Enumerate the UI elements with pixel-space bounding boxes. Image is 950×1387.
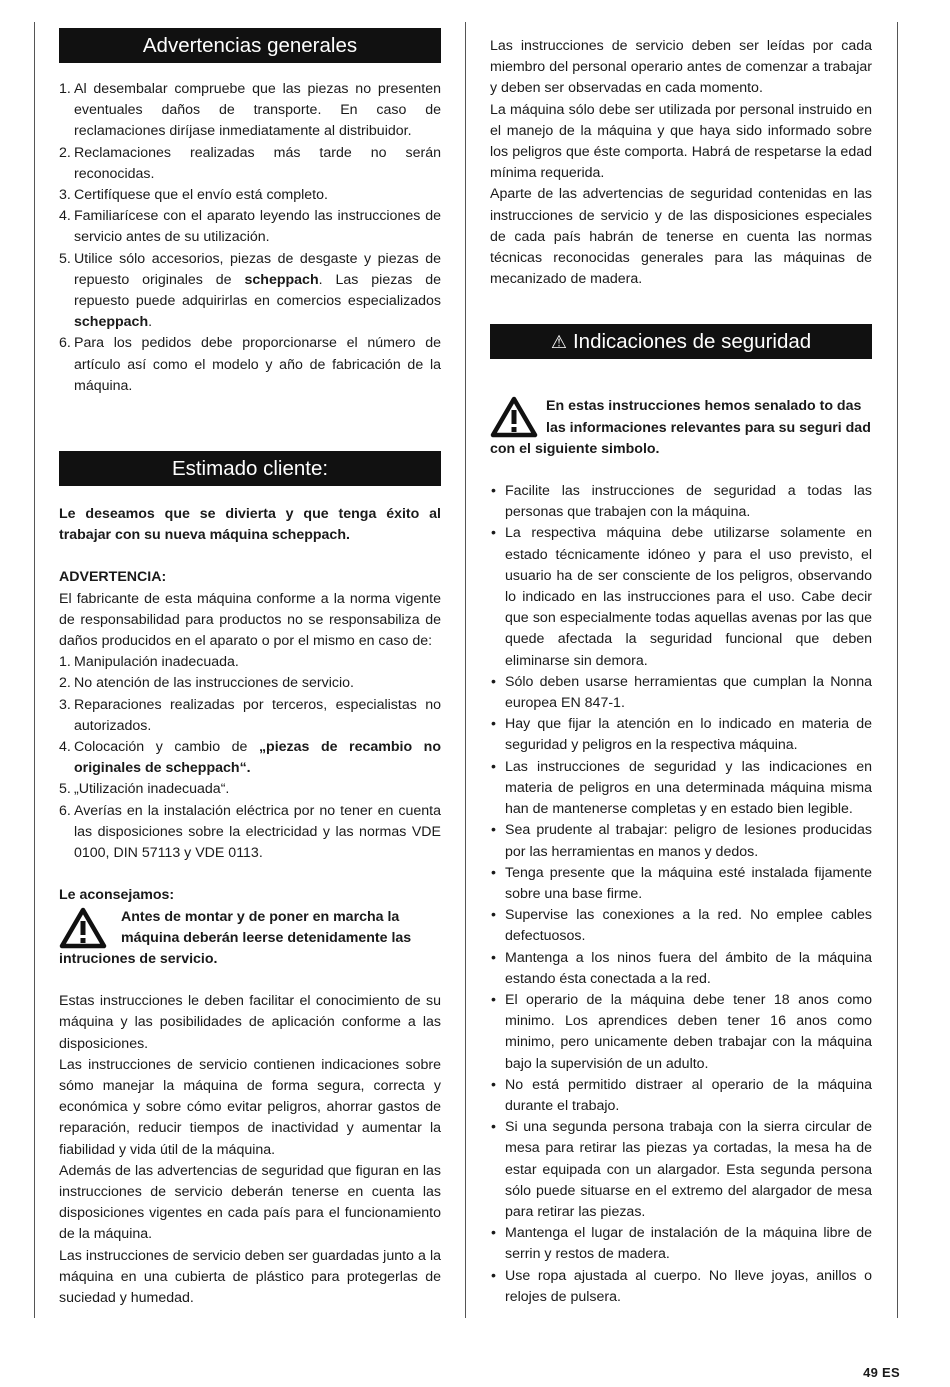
list-item: 1. Manipulación inadecuada.	[59, 654, 239, 671]
advice-warning-block	[59, 907, 441, 971]
list-item: 3. Certifíquese que el envío está completo.	[59, 187, 328, 204]
list-item: 4. Colocación y cambio de „piezas de recambio no originales de scheppach“.	[59, 739, 441, 777]
list-item: • Si una segunda persona trabaja con la sierra circular de mesa para retirar las piezas ya cortadas, la mesa ha de estar equipada con un alargador. Esta segunda persona sólo puede situarse en el extremo del alargador de mesa para retirar las piezas.	[491, 1119, 872, 1220]
list-item: • Mantenga el lugar de instalación de la máquina libre de serrin y restos de madera.	[491, 1225, 872, 1263]
paragraph: Las instrucciones de servicio contienen indicaciones sobre sómo manejar la máquina de forma segura, correcta y económica y sobre cómo evitar peligros, ahorrar gastos de reparación, reducir tiempos de inactividad y aumentar la fiabilidad y vida útil de la máquina.	[59, 1056, 441, 1158]
advice-warning-text: Antes de montar y de poner en marcha la máquina deberán leerse detenidamente las intruciones de servicio.	[59, 908, 412, 967]
heading-dear-customer: Estimado cliente:	[59, 451, 441, 486]
safety-bullet-list	[490, 481, 872, 1308]
advice-title: Le aconsejamos:	[59, 887, 175, 904]
symbol-note-text: En estas instrucciones hemos senalado to das las informaciones relevantes para su seguri dad con el siguiente simbolo.	[490, 398, 871, 457]
list-item: 2. Reclamaciones realizadas más tarde no serán reconocidas.	[59, 144, 441, 182]
list-item: • El operario de la máquina debe tener 18 anos como minimo. Los aprendices deben tener 16 anos como minimo, pero unicamente deben trabajar con la máquina bajo la supervisión de un adulto.	[491, 991, 872, 1072]
heading-general-warnings: Advertencias generales	[59, 28, 441, 63]
list-item: • Use ropa ajustada al cuerpo. No lleve joyas, anillos o relojes de pulsera.	[491, 1267, 872, 1305]
paragraph: Las instrucciones de servicio deben ser leídas por cada miembro del personal operario antes de comenzar a trabajar y deben ser observadas en cada momento.	[490, 38, 872, 97]
warning-triangle-icon	[490, 396, 538, 438]
paragraph: Las instrucciones de servicio deben ser guardadas junto a la máquina en una cubierta de plástico para protegerlas de suciedad y humedad.	[59, 1247, 441, 1306]
list-item: • Facilite las instrucciones de seguridad a todas las personas que trabajen con la máquina.	[491, 483, 872, 521]
list-item: • Mantenga a los ninos fuera del ámbito de la máquina estando ésta conectada a la red.	[491, 949, 872, 987]
list-item: 6. Para los pedidos debe proporcionarse el número de artículo así como el modelo y año de fabricación de la máquina.	[59, 335, 441, 394]
list-item: • No está permitido distraer al operario de la máquina durante el trabajo.	[491, 1076, 872, 1114]
list-item: 2. No atención de las instrucciones de servicio.	[59, 675, 354, 692]
list-item: 5. „Utilización inadecuada“.	[59, 781, 230, 798]
center-rule	[465, 22, 466, 1318]
warning-text: El fabricante de esta máquina conforme a la norma vigente de responsabilidad para productos no se responsabiliza de daños producidos en el aparato o por el mismo en caso de:	[59, 590, 441, 650]
list-item: • Sea prudente al trabajar: peligro de lesiones producidas por las herramientas en manos y dedos.	[491, 822, 872, 860]
left-margin-rule	[34, 22, 35, 1318]
paragraph: Además de las advertencias de seguridad que figuran en las instrucciones de servicio deberán tenerse en cuenta las disposiciones vigentes en cada país para el funcionamiento de la máquina.	[59, 1162, 441, 1243]
general-warnings-list	[59, 79, 441, 397]
liability-exclusions-list	[59, 652, 441, 864]
list-item: 3. Reparaciones realizadas por terceros, especialistas no autorizados.	[59, 696, 441, 734]
list-item: • La respectiva máquina debe utilizarse solamente en estado técnicamente idóneo y para el uso previsto, el usuario ha de ser consciente de los peligros, observando lo indicado en las instrucciones para el uso. Cabe decir que son especialmente todas aquellas avenas por las que quede afectada la seguridad funcional que deben eliminarse sin demora.	[491, 525, 872, 669]
left-column	[59, 28, 441, 1309]
paragraph: Aparte de las advertencias de seguridad contenidas en las instrucciones de servicio y de las disposiciones especiales de cada país habrán de tenerse en cuenta las normas técnicas reconocidas generales para las máquinas de mecanizado de madera.	[490, 186, 872, 288]
left-paragraphs	[59, 991, 441, 1309]
heading-safety-instructions	[490, 324, 872, 359]
list-item: • Hay que fijar la atención en lo indicado en materia de seguridad y peligros en la respectiva máquina.	[491, 716, 872, 754]
right-column	[490, 36, 872, 1308]
paragraph: Estas instrucciones le deben facilitar el conocimiento de su máquina y las posibilidades de aplicación conforme a las disposiciones.	[59, 993, 441, 1052]
right-margin-rule	[897, 22, 898, 1318]
list-item: • Sólo deben usarse herramientas que cumplan la Nonna europea EN 847-1.	[491, 673, 872, 712]
page-number: 49 ES	[863, 1365, 900, 1380]
heading-text: Indicaciones de seguridad	[572, 330, 812, 354]
warning-title: ADVERTENCIA:	[59, 569, 167, 586]
list-item: • Las instrucciones de seguridad y las indicaciones en materia de peligros en una determinada máquina misma han de mantenerse completas y en estado bien legible.	[491, 758, 872, 818]
symbol-note-block	[490, 396, 872, 460]
intro-bold-text: Le deseamos que se divierta y que tenga éxito al trabajar con su nueva máquina scheppach.	[59, 506, 441, 544]
list-item: • Tenga presente que la máquina esté instalada fijamente sobre una base firme.	[491, 864, 872, 902]
warning-triangle-icon	[59, 907, 107, 949]
paragraph: La máquina sólo debe ser utilizada por personal instruido en el manejo de la máquina y que haya sido informado sobre los peligros que éste comporta. Habrá de respetarse la edad mínima requerida.	[490, 101, 872, 182]
list-item: 5. Utilice sólo accesorios, piezas de desgaste y piezas de repuesto originales de scheppach. Las piezas de repuesto puede adquirirlas en comercios especializados scheppach.	[59, 250, 442, 331]
list-item: • Supervise las conexiones a la red. No emplee cables defectuosos.	[491, 907, 872, 945]
list-item: 6. Averías en la instalación eléctrica por no tener en cuenta las disposiciones sobre la electricidad y las normas VDE 0100, DIN 57113 y VDE 0113.	[59, 802, 441, 862]
list-item: 4. Familiarícese con el aparato leyendo las instrucciones de servicio antes de su utilización.	[59, 208, 441, 246]
warning-triangle-icon: ⚠	[550, 332, 567, 353]
list-item: 1. Al desembalar compruebe que las piezas no presenten eventuales daños de transporte. En caso de reclamaciones diríjase inmediatamente al distribuidor.	[59, 81, 441, 140]
